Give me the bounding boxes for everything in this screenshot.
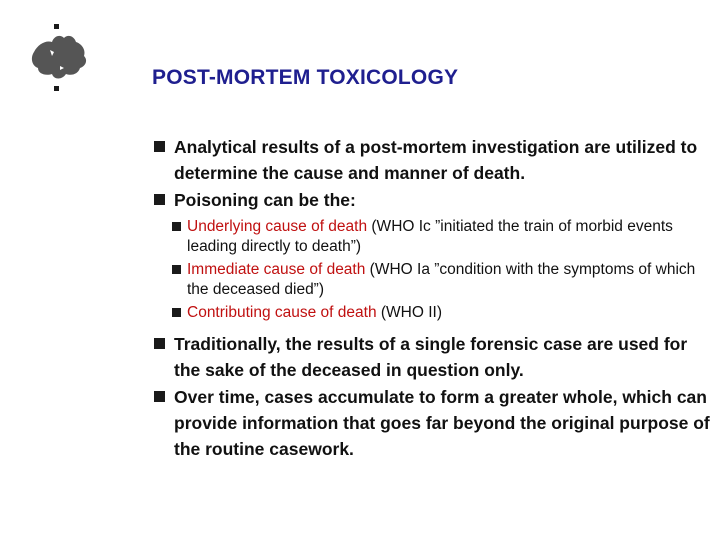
square-bullet-icon	[172, 265, 181, 274]
sub-bullet-item	[170, 217, 712, 257]
square-bullet-icon	[154, 194, 165, 205]
bullet-item	[152, 187, 712, 213]
sub-bullet-highlight: Contributing cause of death	[187, 304, 377, 321]
sub-bullet-text: (WHO II)	[376, 304, 443, 321]
bullet-item	[152, 134, 712, 186]
square-bullet-icon	[172, 308, 181, 317]
bullet-text: Traditionally, the results of a single forensic case are used for the sake of the deceased in question only.	[174, 334, 688, 380]
square-bullet-icon	[154, 141, 165, 152]
bullet-item	[152, 331, 712, 383]
bullet-text: Analytical results of a post-mortem investigation are utilized to determine the cause and manner of death.	[174, 137, 698, 183]
sub-bullet-item	[170, 260, 712, 300]
sub-bullet-item	[170, 303, 712, 323]
square-bullet-icon	[172, 222, 181, 231]
sub-bullet-text: (WHO Ia ”condition with the symptoms of which the deceased died”)	[187, 261, 696, 298]
bullet-item	[152, 384, 712, 462]
bullet-text: Over time, cases accumulate to form a greater whole, which can provide information that goes far beyond the original purpose of the routine casework.	[174, 387, 710, 459]
university-logo-icon	[20, 22, 90, 100]
square-bullet-icon	[154, 391, 165, 402]
sub-bullet-highlight: Immediate cause of death	[187, 261, 366, 278]
slide-content	[152, 134, 712, 463]
bullet-text: Poisoning can be the:	[174, 190, 356, 210]
square-bullet-icon	[154, 338, 165, 349]
sub-bullet-highlight: Underlying cause of death	[187, 218, 368, 235]
slide-title: POST-MORTEM TOXICOLOGY	[152, 66, 459, 89]
sub-bullet-text: (WHO Ic ”initiated the train of morbid events leading directly to death”)	[187, 218, 673, 255]
